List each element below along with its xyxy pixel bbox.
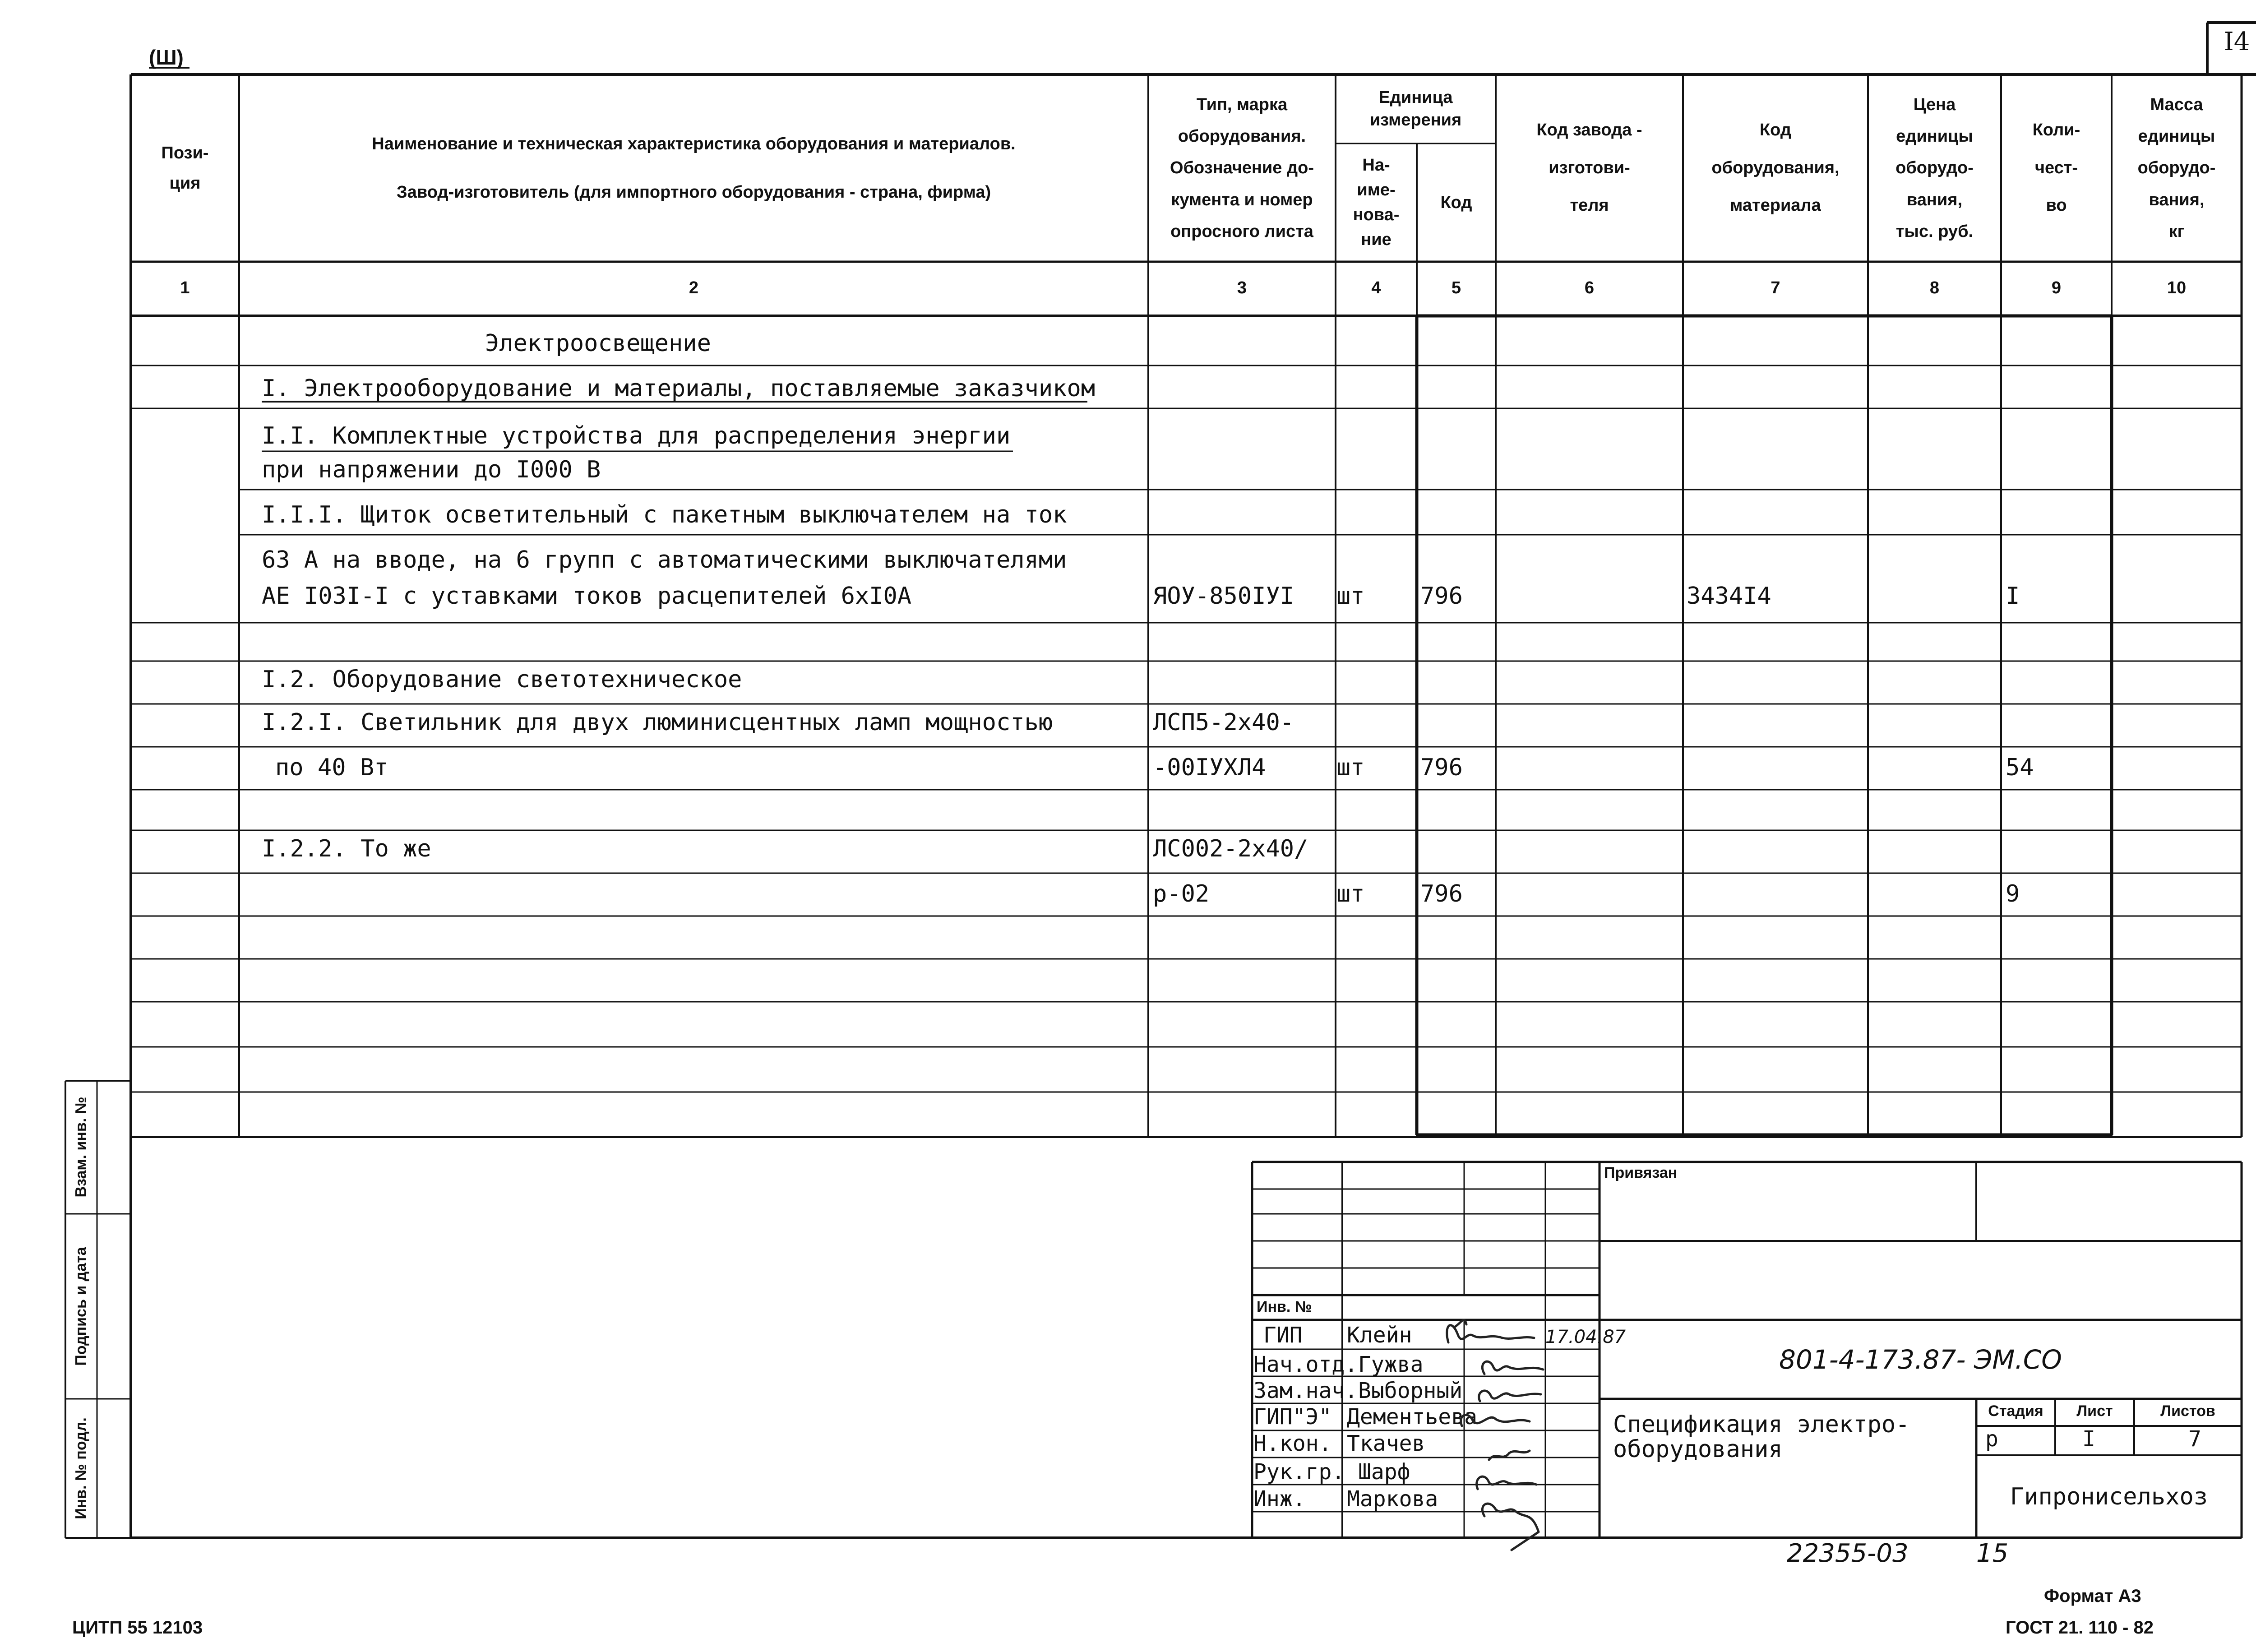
archive-page: 15: [1976, 1539, 2009, 1568]
header-price: Цена единицы оборудо- вания, тыс. руб.: [1895, 95, 1974, 241]
tb-person: Дементьева: [1347, 1404, 1477, 1430]
side-label-original-inv: Инв. № подл.: [72, 1417, 90, 1519]
footer-right: ГОСТ 21. 110 - 82: [2006, 1618, 2154, 1638]
row-name: I. Электрооборудование и материалы, поставляемые заказчиком: [262, 375, 1096, 402]
side-label-replace-inv: Взам. инв. №: [72, 1097, 90, 1198]
tb-organization: Гипронисельхоз: [2010, 1483, 2208, 1510]
row-name: I.I. Комплектные устройства для распределения энергии: [262, 422, 1011, 449]
row-quantity: 9: [2006, 880, 2020, 907]
tb-person: Маркова: [1347, 1486, 1438, 1512]
tb-inv-no: Инв. №: [1257, 1298, 1312, 1315]
col-number-8: 8: [1929, 278, 1940, 297]
header-equipment-code: Код оборудования, материала: [1711, 120, 1840, 215]
footer-left: ЦИТП 55 12103: [72, 1618, 203, 1638]
row-type: р-02: [1153, 880, 1210, 907]
header-quantity: Коли- чест- во: [2032, 120, 2080, 215]
tb-handwritten-date: 17.04.87: [1545, 1327, 1626, 1347]
tb-sheets-value: 7: [2188, 1426, 2201, 1452]
sheet-number-top: I4: [2224, 27, 2250, 56]
format-label: Формат А3: [2044, 1586, 2141, 1606]
col-number-9: 9: [2051, 278, 2062, 297]
tb-stage-label: Стадия: [1988, 1402, 2043, 1420]
row-type: -00IУХЛ4: [1153, 754, 1266, 781]
tb-role: Рук.гр.: [1253, 1459, 1345, 1485]
archive-number: 22355-03: [1787, 1539, 1909, 1568]
header-unit-name: На- име- нова- ние: [1353, 155, 1400, 250]
header-type: Тип, марка оборудования. Обозначение до- кумента и номер опросного листа: [1170, 95, 1314, 241]
tb-sheets-label: Листов: [2160, 1402, 2215, 1420]
row-name: при напряжении до I000 В: [262, 456, 601, 483]
col-number-5: 5: [1451, 278, 1461, 297]
row-type: ЛСП5-2х40-: [1153, 709, 1294, 736]
row-name: I.2. Оборудование светотехническое: [262, 666, 742, 693]
corner-mark: (Ш): [149, 46, 184, 69]
tb-stage-value: р: [1985, 1426, 1998, 1452]
section-title: Электроосвещение: [485, 330, 711, 357]
header-unit-code: Код: [1440, 193, 1472, 212]
header-name-line1: Наименование и техническая характеристика оборудования и материалов.: [372, 134, 1016, 153]
tb-role: Нач.отд.: [1253, 1352, 1358, 1377]
row-quantity: I: [2006, 583, 2020, 610]
row-type: ЯОУ-850IУI: [1153, 583, 1294, 610]
tb-role: Зам.нач.: [1253, 1378, 1358, 1403]
row-name: I.2.2. То же: [262, 835, 431, 862]
header-unit-group: Единица измерения: [1369, 88, 1462, 130]
header-mass: Масса единицы оборудо- вания, кг: [2137, 95, 2216, 241]
header-position: Пози- ция: [161, 143, 209, 193]
side-label-signature-date: Подпись и дата: [72, 1247, 90, 1366]
tb-role: Инж.: [1253, 1486, 1306, 1512]
col-number-4: 4: [1371, 278, 1381, 297]
row-equipment-code: 3434I4: [1687, 583, 1771, 610]
tb-document-code: 801-4-173.87- ЭМ.СО: [1779, 1344, 2062, 1375]
row-unit: шт: [1336, 754, 1365, 781]
row-name: АЕ I03I-I с уставками токов расцепителей 6хI0А: [262, 583, 912, 610]
row-unit: шт: [1336, 880, 1365, 907]
header-name-line2: Завод-изготовитель (для импортного оборудования - страна, фирма): [396, 182, 991, 202]
header-factory-code: Код завода - изготови- теля: [1536, 120, 1642, 215]
tb-document-title: Спецификация электро- оборудования: [1613, 1411, 1910, 1463]
row-unit: шт: [1336, 583, 1365, 610]
tb-person: Выборный: [1358, 1378, 1463, 1403]
row-type: ЛС002-2х40/: [1153, 835, 1308, 862]
tb-sheet-value: I: [2082, 1426, 2095, 1452]
tb-role: ГИП: [1263, 1323, 1303, 1348]
tb-sheet-label: Лист: [2076, 1402, 2113, 1420]
row-name: 63 А на вводе, на 6 групп с автоматическими выключателями: [262, 546, 1067, 574]
tb-person: Шарф: [1358, 1459, 1410, 1485]
row-name: I.I.I. Щиток осветительный с пакетным выключателем на ток: [262, 501, 1067, 528]
col-number-6: 6: [1584, 278, 1595, 297]
tb-person: Ткачев: [1347, 1431, 1425, 1456]
col-number-3: 3: [1237, 278, 1247, 297]
col-number-1: 1: [180, 278, 190, 297]
row-name: I.2.I. Светильник для двух люминисцентных ламп мощностью: [262, 709, 1053, 736]
tb-role: ГИП"Э": [1253, 1404, 1332, 1430]
row-quantity: 54: [2006, 754, 2034, 781]
col-number-2: 2: [689, 278, 699, 297]
col-number-10: 10: [2167, 278, 2187, 297]
row-name: по 40 Вт: [275, 754, 388, 781]
row-unit-code: 796: [1420, 880, 1463, 907]
row-unit-code: 796: [1420, 583, 1463, 610]
tb-role: Н.кон.: [1253, 1431, 1332, 1456]
tb-person: Клейн: [1347, 1323, 1412, 1348]
row-unit-code: 796: [1420, 754, 1463, 781]
tb-person: Гужва: [1358, 1352, 1424, 1377]
tb-privyazan: Привязан: [1604, 1164, 1678, 1181]
col-number-7: 7: [1771, 278, 1780, 297]
